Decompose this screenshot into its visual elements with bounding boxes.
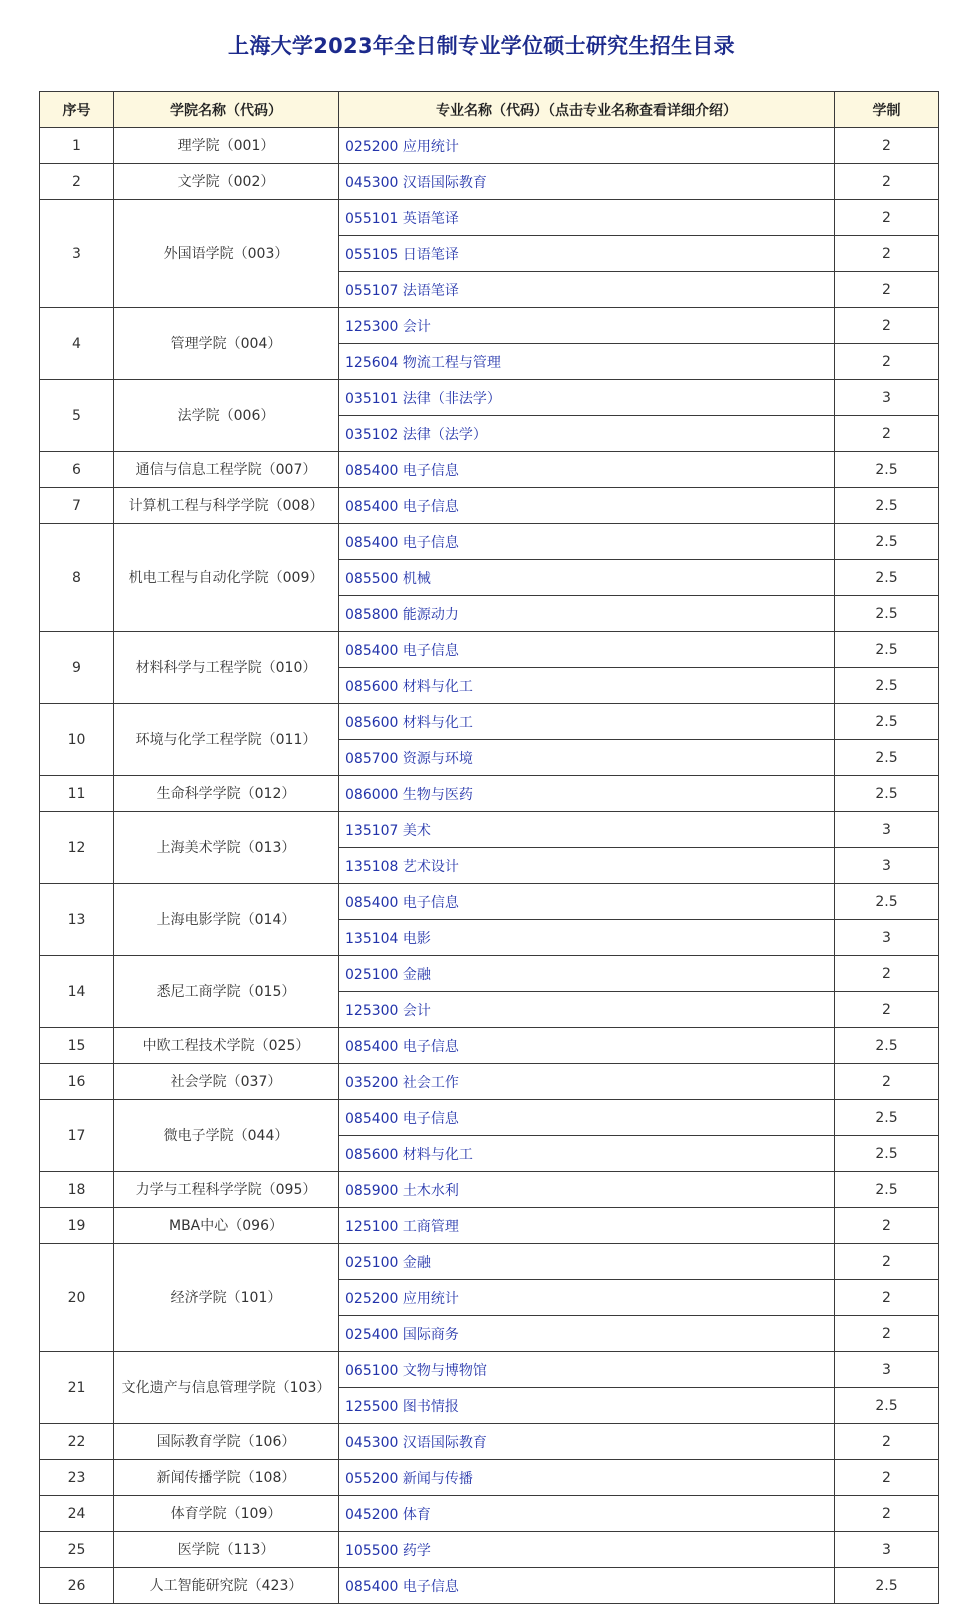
duration-cell: 2.5 (835, 452, 939, 488)
major-cell (339, 272, 835, 308)
duration-cell: 3 (835, 1532, 939, 1568)
major-link[interactable]: 025100 金融 (345, 966, 431, 983)
major-cell (339, 992, 835, 1028)
table-row (40, 128, 939, 164)
row-index: 24 (40, 1496, 114, 1532)
duration-cell: 2.5 (835, 884, 939, 920)
major-link[interactable]: 135108 艺术设计 (345, 858, 459, 875)
major-link[interactable]: 105500 药学 (345, 1542, 431, 1559)
major-link[interactable]: 055200 新闻与传播 (345, 1470, 473, 1487)
major-cell (339, 812, 835, 848)
major-link[interactable]: 085400 电子信息 (345, 894, 459, 911)
header-index: 序号 (40, 92, 114, 128)
duration-cell: 3 (835, 920, 939, 956)
major-link[interactable]: 125300 会计 (345, 318, 431, 335)
major-link[interactable]: 085600 材料与化工 (345, 678, 473, 695)
major-link[interactable]: 035102 法律（法学） (345, 426, 487, 443)
college-name: 材料科学与工程学院（010） (114, 632, 339, 704)
major-link[interactable]: 055101 英语笔译 (345, 210, 459, 227)
table-row (40, 200, 939, 236)
row-index: 26 (40, 1568, 114, 1604)
major-link[interactable]: 035101 法律（非法学） (345, 390, 501, 407)
major-link[interactable]: 025200 应用统计 (345, 138, 459, 155)
major-link[interactable]: 025400 国际商务 (345, 1326, 459, 1343)
major-link[interactable]: 125300 会计 (345, 1002, 431, 1019)
major-cell (339, 1568, 835, 1604)
college-name: 管理学院（004） (114, 308, 339, 380)
table-row (40, 452, 939, 488)
major-link[interactable]: 085600 材料与化工 (345, 714, 473, 731)
college-name: 理学院（001） (114, 128, 339, 164)
major-link[interactable]: 035200 社会工作 (345, 1074, 459, 1091)
row-index: 12 (40, 812, 114, 884)
major-cell (339, 1172, 835, 1208)
duration-cell: 2 (835, 1244, 939, 1280)
duration-cell: 2 (835, 1064, 939, 1100)
college-name: 体育学院（109） (114, 1496, 339, 1532)
row-index: 7 (40, 488, 114, 524)
major-cell (339, 704, 835, 740)
duration-cell: 2.5 (835, 632, 939, 668)
row-index: 13 (40, 884, 114, 956)
major-link[interactable]: 085400 电子信息 (345, 1038, 459, 1055)
college-name: 新闻传播学院（108） (114, 1460, 339, 1496)
major-cell (339, 1064, 835, 1100)
page-title: 上海大学2023年全日制专业学位硕士研究生招生目录 (228, 34, 735, 58)
major-cell (339, 1532, 835, 1568)
table-row (40, 1100, 939, 1136)
major-cell (339, 1028, 835, 1064)
college-name: 上海美术学院（013） (114, 812, 339, 884)
major-link[interactable]: 125604 物流工程与管理 (345, 354, 501, 371)
major-link[interactable]: 085400 电子信息 (345, 1110, 459, 1127)
major-cell (339, 488, 835, 524)
table-row (40, 1208, 939, 1244)
major-cell (339, 956, 835, 992)
duration-cell: 2.5 (835, 740, 939, 776)
duration-cell: 2 (835, 236, 939, 272)
row-index: 16 (40, 1064, 114, 1100)
table-row (40, 776, 939, 812)
college-name: 机电工程与自动化学院（009） (114, 524, 339, 632)
duration-cell: 2.5 (835, 596, 939, 632)
duration-cell: 2 (835, 1316, 939, 1352)
table-body (40, 128, 939, 1604)
college-name: 文化遗产与信息管理学院（103） (114, 1352, 339, 1424)
table-row (40, 956, 939, 992)
major-cell (339, 236, 835, 272)
major-cell (339, 380, 835, 416)
table-row (40, 1424, 939, 1460)
college-name: 悉尼工商学院（015） (114, 956, 339, 1028)
duration-cell: 2 (835, 416, 939, 452)
header-row (40, 92, 939, 128)
row-index: 4 (40, 308, 114, 380)
duration-cell: 2 (835, 344, 939, 380)
major-link[interactable]: 065100 文物与博物馆 (345, 1362, 487, 1379)
duration-cell: 2 (835, 164, 939, 200)
row-index: 15 (40, 1028, 114, 1064)
duration-cell: 2 (835, 992, 939, 1028)
major-link[interactable]: 025200 应用统计 (345, 1290, 459, 1307)
major-link[interactable]: 085700 资源与环境 (345, 750, 473, 767)
college-name: 中欧工程技术学院（025） (114, 1028, 339, 1064)
duration-cell: 2 (835, 1424, 939, 1460)
major-cell (339, 1352, 835, 1388)
major-link[interactable]: 135104 电影 (345, 930, 431, 947)
table-row (40, 704, 939, 740)
table-row (40, 1244, 939, 1280)
major-cell (339, 632, 835, 668)
major-cell (339, 164, 835, 200)
header-major: 专业名称（代码）（点击专业名称查看详细介绍） (339, 92, 835, 128)
college-name: 外国语学院（003） (114, 200, 339, 308)
major-link[interactable]: 055105 日语笔译 (345, 246, 459, 263)
row-index: 2 (40, 164, 114, 200)
major-link[interactable]: 045200 体育 (345, 1506, 431, 1523)
duration-cell: 2 (835, 272, 939, 308)
duration-cell: 2 (835, 1460, 939, 1496)
major-link[interactable]: 085900 土木水利 (345, 1182, 459, 1199)
duration-cell: 2 (835, 200, 939, 236)
major-link[interactable]: 125100 工商管理 (345, 1218, 459, 1235)
duration-cell: 2.5 (835, 524, 939, 560)
major-cell (339, 200, 835, 236)
major-cell (339, 560, 835, 596)
major-cell (339, 1100, 835, 1136)
college-name: 上海电影学院（014） (114, 884, 339, 956)
major-link[interactable]: 085400 电子信息 (345, 462, 459, 479)
table-row (40, 380, 939, 416)
major-cell (339, 740, 835, 776)
table-header (40, 92, 939, 128)
duration-cell: 2.5 (835, 1136, 939, 1172)
duration-cell: 2.5 (835, 1100, 939, 1136)
duration-cell: 2.5 (835, 1388, 939, 1424)
table-row (40, 1028, 939, 1064)
college-name: 社会学院（037） (114, 1064, 339, 1100)
row-index: 6 (40, 452, 114, 488)
major-cell (339, 416, 835, 452)
header-duration: 学制 (835, 92, 939, 128)
row-index: 8 (40, 524, 114, 632)
table-row (40, 1352, 939, 1388)
duration-cell: 3 (835, 380, 939, 416)
duration-cell: 2 (835, 128, 939, 164)
college-name: MBA中心（096） (114, 1208, 339, 1244)
major-link[interactable]: 025100 金融 (345, 1254, 431, 1271)
college-name: 计算机工程与科学学院（008） (114, 488, 339, 524)
major-cell (339, 1388, 835, 1424)
row-index: 10 (40, 704, 114, 776)
major-cell (339, 1496, 835, 1532)
table-row (40, 884, 939, 920)
duration-cell: 2.5 (835, 560, 939, 596)
row-index: 5 (40, 380, 114, 452)
row-index: 19 (40, 1208, 114, 1244)
duration-cell: 2.5 (835, 776, 939, 812)
major-cell (339, 1316, 835, 1352)
duration-cell: 2 (835, 1496, 939, 1532)
major-link[interactable]: 085400 电子信息 (345, 642, 459, 659)
college-name: 环境与化学工程学院（011） (114, 704, 339, 776)
major-cell (339, 344, 835, 380)
college-name: 微电子学院（044） (114, 1100, 339, 1172)
duration-cell: 2 (835, 1208, 939, 1244)
college-name: 医学院（113） (114, 1532, 339, 1568)
table-row (40, 524, 939, 560)
duration-cell: 3 (835, 812, 939, 848)
major-cell (339, 1424, 835, 1460)
major-link[interactable]: 085800 能源动力 (345, 606, 459, 623)
major-cell (339, 1280, 835, 1316)
row-index: 3 (40, 200, 114, 308)
major-link[interactable]: 085400 电子信息 (345, 1578, 459, 1595)
college-name: 文学院（002） (114, 164, 339, 200)
major-link[interactable]: 125500 图书情报 (345, 1398, 459, 1415)
row-index: 17 (40, 1100, 114, 1172)
duration-cell: 3 (835, 1352, 939, 1388)
major-link[interactable]: 045300 汉语国际教育 (345, 1434, 487, 1451)
row-index: 25 (40, 1532, 114, 1568)
row-index: 20 (40, 1244, 114, 1352)
major-cell (339, 1136, 835, 1172)
major-cell (339, 308, 835, 344)
duration-cell: 2 (835, 308, 939, 344)
major-link[interactable]: 055107 法语笔译 (345, 282, 459, 299)
major-cell (339, 1244, 835, 1280)
major-cell (339, 524, 835, 560)
row-index: 9 (40, 632, 114, 704)
college-name: 经济学院（101） (114, 1244, 339, 1352)
table-row (40, 308, 939, 344)
table-row (40, 632, 939, 668)
major-cell (339, 668, 835, 704)
major-link[interactable]: 135107 美术 (345, 822, 431, 839)
table-row (40, 1172, 939, 1208)
table-row (40, 488, 939, 524)
college-name: 通信与信息工程学院（007） (114, 452, 339, 488)
row-index: 11 (40, 776, 114, 812)
row-index: 22 (40, 1424, 114, 1460)
row-index: 1 (40, 128, 114, 164)
major-cell (339, 452, 835, 488)
table-row (40, 164, 939, 200)
duration-cell: 2.5 (835, 1028, 939, 1064)
college-name: 法学院（006） (114, 380, 339, 452)
row-index: 14 (40, 956, 114, 1028)
major-cell (339, 920, 835, 956)
row-index: 18 (40, 1172, 114, 1208)
major-cell (339, 776, 835, 812)
college-name: 生命科学学院（012） (114, 776, 339, 812)
college-name: 人工智能研究院（423） (114, 1568, 339, 1604)
major-cell (339, 884, 835, 920)
major-link[interactable]: 045300 汉语国际教育 (345, 174, 487, 191)
major-link[interactable]: 085600 材料与化工 (345, 1146, 473, 1163)
college-name: 国际教育学院（106） (114, 1424, 339, 1460)
table-row (40, 1496, 939, 1532)
table-row (40, 812, 939, 848)
duration-cell: 2 (835, 1280, 939, 1316)
catalog-table (39, 91, 939, 1604)
header-college: 学院名称（代码） (114, 92, 339, 128)
duration-cell: 2.5 (835, 1568, 939, 1604)
duration-cell: 2 (835, 956, 939, 992)
major-link[interactable]: 086000 生物与医药 (345, 786, 473, 803)
table-row (40, 1532, 939, 1568)
major-link[interactable]: 085400 电子信息 (345, 498, 459, 515)
duration-cell: 2.5 (835, 668, 939, 704)
major-cell (339, 848, 835, 884)
major-cell (339, 596, 835, 632)
duration-cell: 2.5 (835, 1172, 939, 1208)
major-link[interactable]: 085400 电子信息 (345, 534, 459, 551)
row-index: 21 (40, 1352, 114, 1424)
table-row (40, 1460, 939, 1496)
table-row (40, 1064, 939, 1100)
table-row (40, 1568, 939, 1604)
major-cell (339, 1460, 835, 1496)
major-cell (339, 128, 835, 164)
college-name: 力学与工程科学学院（095） (114, 1172, 339, 1208)
duration-cell: 3 (835, 848, 939, 884)
row-index: 23 (40, 1460, 114, 1496)
major-link[interactable]: 085500 机械 (345, 570, 431, 587)
duration-cell: 2.5 (835, 488, 939, 524)
duration-cell: 2.5 (835, 704, 939, 740)
major-cell (339, 1208, 835, 1244)
